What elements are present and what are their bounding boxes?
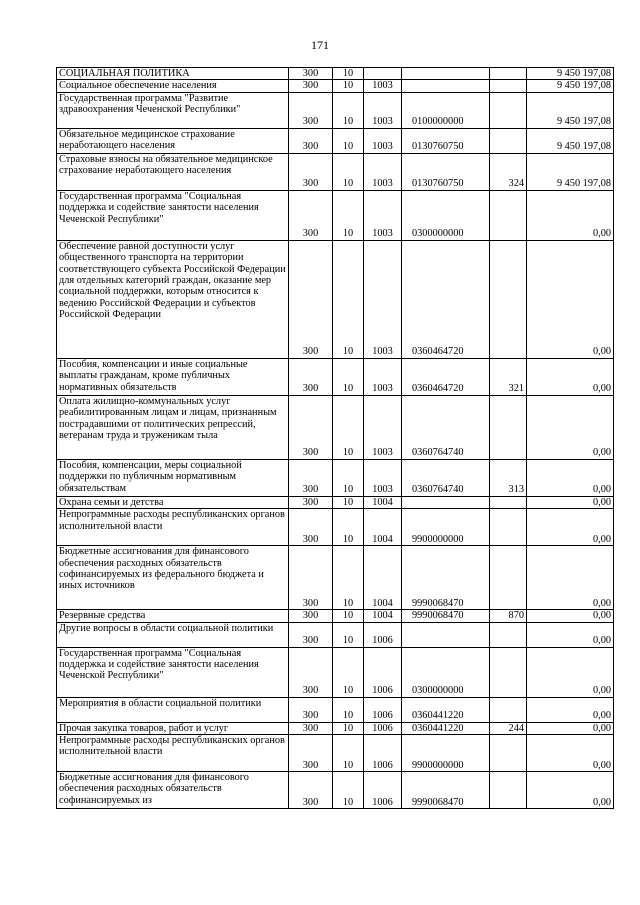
cell-amount: 9 450 197,08 [527,68,614,80]
cell-rz: 10 [333,80,364,92]
cell-vr [490,509,527,546]
table-body [57,68,614,809]
cell-pr: 1003 [364,92,402,128]
cell-amount: 0,00 [527,622,614,647]
cell-amount: 0,00 [527,735,614,772]
cell-name: Социальное обеспечение населения [57,80,289,92]
cell-amount: 9 450 197,08 [527,128,614,153]
table-row [57,496,614,508]
cell-ved: 300 [289,190,333,240]
cell-vr [490,240,527,358]
cell-vr [490,80,527,92]
cell-pr: 1006 [364,735,402,772]
cell-name: Страховые взносы на обязательное медицинское страхование неработающего населения [57,153,289,190]
cell-name: Бюджетные ассигнования для финансового обеспечения расходных обязательств софинансируемых из федерального бюджета и иных источников [57,546,289,610]
cell-pr: 1004 [364,509,402,546]
cell-rz: 10 [333,128,364,153]
cell-csr: 9900000000 [402,735,490,772]
cell-amount: 0,00 [527,647,614,697]
cell-amount: 0,00 [527,496,614,508]
cell-rz: 10 [333,546,364,610]
cell-ved: 300 [289,772,333,809]
cell-vr [490,735,527,772]
cell-amount: 0,00 [527,722,614,734]
cell-csr: 0100000000 [402,92,490,128]
cell-amount: 9 450 197,08 [527,80,614,92]
cell-csr: 9900000000 [402,509,490,546]
table-row [57,772,614,809]
cell-pr: 1003 [364,358,402,395]
cell-vr [490,647,527,697]
cell-name: Пособия, компенсации, меры социальной поддержки по публичным нормативным обязательствам [57,459,289,496]
cell-name: Обеспечение равной доступности услуг общественного транспорта на территории соответствующего субъекта Российской Федерации для отдельных категорий граждан, оказание мер социальной поддержки, которым относится к ведению Российской Федерации и субъектов Российской Федерации [57,240,289,358]
cell-rz: 10 [333,772,364,809]
table-row [57,722,614,734]
budget-table [56,67,614,809]
cell-name: Мероприятия в области социальной политики [57,697,289,722]
cell-vr [490,68,527,80]
cell-name: СОЦИАЛЬНАЯ ПОЛИТИКА [57,68,289,80]
cell-vr: 321 [490,358,527,395]
cell-vr [490,395,527,459]
cell-rz: 10 [333,509,364,546]
cell-vr [490,128,527,153]
table-row [57,240,614,358]
cell-csr: 9990068470 [402,772,490,809]
cell-pr [364,68,402,80]
cell-ved: 300 [289,697,333,722]
table-row [57,395,614,459]
cell-name: Прочая закупка товаров, работ и услуг [57,722,289,734]
cell-vr [490,772,527,809]
cell-name: Резервные средства [57,610,289,622]
cell-csr: 9990068470 [402,546,490,610]
cell-rz: 10 [333,622,364,647]
cell-ved: 300 [289,546,333,610]
cell-rz: 10 [333,240,364,358]
cell-name: Охрана семьи и детства [57,496,289,508]
cell-vr: 313 [490,459,527,496]
cell-vr [490,622,527,647]
cell-ved: 300 [289,735,333,772]
cell-amount: 0,00 [527,395,614,459]
cell-csr: 0360441220 [402,697,490,722]
cell-amount: 0,00 [527,772,614,809]
cell-csr: 0130760750 [402,128,490,153]
cell-pr: 1004 [364,496,402,508]
cell-name: Бюджетные ассигнования для финансового обеспечения расходных обязательств софинансируемых из [57,772,289,809]
cell-rz: 10 [333,395,364,459]
cell-csr: 0360764740 [402,395,490,459]
cell-pr: 1006 [364,697,402,722]
cell-csr: 0360464720 [402,358,490,395]
cell-ved: 300 [289,496,333,508]
table-row [57,459,614,496]
cell-name: Государственная программа "Социальная поддержка и содействие занятости населения Чеченской Республики" [57,190,289,240]
cell-amount: 0,00 [527,358,614,395]
cell-amount: 0,00 [527,509,614,546]
cell-ved: 300 [289,509,333,546]
cell-pr: 1003 [364,240,402,358]
cell-ved: 300 [289,80,333,92]
cell-pr: 1003 [364,395,402,459]
cell-ved: 300 [289,358,333,395]
cell-amount: 0,00 [527,610,614,622]
cell-rz: 10 [333,722,364,734]
table-row [57,80,614,92]
cell-csr: 0360464720 [402,240,490,358]
cell-csr: 0300000000 [402,190,490,240]
cell-amount: 0,00 [527,459,614,496]
cell-ved: 300 [289,92,333,128]
table-row [57,697,614,722]
table-row [57,622,614,647]
table-row [57,647,614,697]
cell-csr: 0130760750 [402,153,490,190]
cell-amount: 0,00 [527,190,614,240]
cell-csr: 0300000000 [402,647,490,697]
cell-name: Непрограммные расходы республиканских органов исполнительной власти [57,509,289,546]
table-row [57,735,614,772]
table-row [57,92,614,128]
cell-ved: 300 [289,610,333,622]
cell-pr: 1003 [364,459,402,496]
cell-rz: 10 [333,496,364,508]
cell-ved: 300 [289,395,333,459]
cell-csr: 9990068470 [402,610,490,622]
cell-csr: 0360764740 [402,459,490,496]
cell-name: Другие вопросы в области социальной политики [57,622,289,647]
cell-vr: 244 [490,722,527,734]
cell-rz: 10 [333,153,364,190]
cell-rz: 10 [333,92,364,128]
cell-pr: 1003 [364,128,402,153]
cell-rz: 10 [333,735,364,772]
cell-amount: 0,00 [527,546,614,610]
cell-amount: 9 450 197,08 [527,92,614,128]
table-row [57,128,614,153]
cell-name: Обязательное медицинское страхование неработающего населения [57,128,289,153]
cell-csr [402,622,490,647]
cell-vr [490,697,527,722]
cell-vr [490,496,527,508]
cell-csr: 0360441220 [402,722,490,734]
cell-pr: 1004 [364,610,402,622]
cell-pr: 1006 [364,647,402,697]
cell-amount: 9 450 197,08 [527,153,614,190]
cell-pr: 1003 [364,190,402,240]
cell-pr: 1006 [364,722,402,734]
cell-rz: 10 [333,697,364,722]
cell-vr: 870 [490,610,527,622]
cell-name: Государственная программа "Развитие здравоохранения Чеченской Республики" [57,92,289,128]
table-row [57,68,614,80]
cell-ved: 300 [289,153,333,190]
cell-ved: 300 [289,128,333,153]
cell-rz: 10 [333,459,364,496]
cell-rz: 10 [333,68,364,80]
table-row [57,358,614,395]
cell-csr [402,80,490,92]
cell-pr: 1003 [364,80,402,92]
cell-name: Оплата жилищно-коммунальных услуг реабилитированным лицам и лицам, признанным пострадавшими от политических репрессий, ветеранам труда и труженикам тыла [57,395,289,459]
cell-ved: 300 [289,68,333,80]
cell-rz: 10 [333,647,364,697]
cell-rz: 10 [333,190,364,240]
cell-ved: 300 [289,647,333,697]
table-row [57,509,614,546]
cell-ved: 300 [289,722,333,734]
cell-name: Пособия, компенсации и иные социальные выплаты гражданам, кроме публичных нормативных обязательств [57,358,289,395]
table-row [57,546,614,610]
cell-amount: 0,00 [527,240,614,358]
cell-name: Государственная программа "Социальная поддержка и содействие занятости населения Чеченской Республики" [57,647,289,697]
cell-vr: 324 [490,153,527,190]
cell-rz: 10 [333,358,364,395]
cell-ved: 300 [289,240,333,358]
table-row [57,610,614,622]
cell-name: Непрограммные расходы республиканских органов исполнительной власти [57,735,289,772]
table-row [57,153,614,190]
cell-csr [402,68,490,80]
cell-rz: 10 [333,610,364,622]
cell-vr [490,546,527,610]
cell-vr [490,92,527,128]
cell-pr: 1006 [364,772,402,809]
cell-pr: 1004 [364,546,402,610]
page-number: 171 [311,38,329,52]
cell-amount: 0,00 [527,697,614,722]
table-row [57,190,614,240]
cell-pr: 1003 [364,153,402,190]
cell-vr [490,190,527,240]
cell-csr [402,496,490,508]
cell-pr: 1006 [364,622,402,647]
cell-ved: 300 [289,459,333,496]
cell-ved: 300 [289,622,333,647]
